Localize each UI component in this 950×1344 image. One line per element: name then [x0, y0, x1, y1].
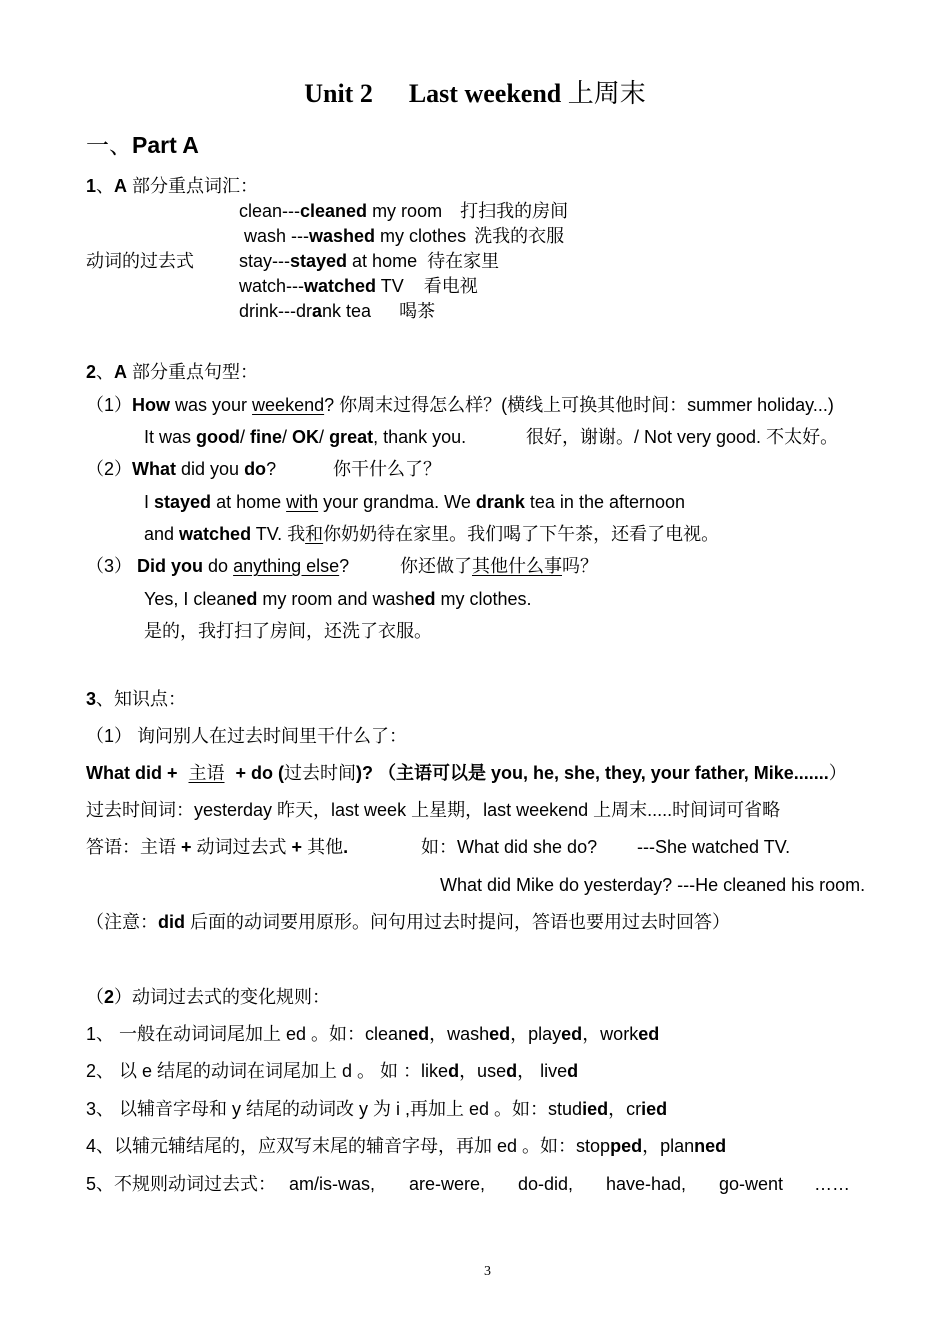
ellipsis: …… — [814, 1174, 850, 1194]
text: stop — [576, 1136, 611, 1156]
bold-word: ed — [638, 1024, 660, 1044]
text: do — [203, 556, 234, 576]
underlined-word: 和 — [305, 524, 324, 544]
part-a-label: Part A — [132, 132, 199, 158]
bold-word: OK — [292, 427, 320, 447]
section-3-text: 、知识点： — [96, 689, 187, 709]
text: 3、 以辅音字母和 y 结尾的动词改 y 为 i ,再加上 ed 。如： — [86, 1099, 549, 1119]
point-num: 2 — [104, 987, 115, 1007]
vocab-obj: at home — [347, 251, 418, 271]
rule-5-lead: 5、不规则动词过去式： — [86, 1174, 277, 1194]
bold-word: ied — [641, 1099, 668, 1119]
question-num: （2） — [86, 459, 133, 479]
question-1 — [86, 393, 834, 417]
bold-word: )? （主语可以是 — [356, 763, 491, 783]
bold-word: + do ( — [230, 763, 284, 783]
text: 询问别人在过去时间里干什么了： — [137, 726, 408, 746]
bold-word: How — [132, 395, 171, 415]
rule-2 — [86, 1059, 578, 1083]
vocab-past: washed — [309, 226, 376, 246]
text: your grandma. We — [318, 492, 476, 512]
page-title — [0, 78, 950, 110]
text: ， live — [517, 1061, 568, 1081]
text: / — [319, 427, 330, 447]
vocab-cn: 待在家里 — [427, 251, 500, 271]
rule-3 — [86, 1097, 667, 1121]
bold-word: ed — [236, 589, 258, 609]
text: It was — [144, 427, 197, 447]
text: 过去时间 — [284, 763, 356, 783]
vocab-2 — [244, 224, 564, 248]
rule-1 — [86, 1022, 659, 1046]
vocab-base: stay--- — [239, 251, 290, 271]
text: stud — [548, 1099, 583, 1119]
vocab-cn: 看电视 — [423, 276, 478, 296]
text: 吗？ — [562, 556, 598, 576]
bold-word: you, he, she, they, your father, Mike....... — [491, 763, 829, 783]
text: / — [282, 427, 293, 447]
text: 1、 一般在动词词尾加上 ed 。如： — [86, 1024, 366, 1044]
text: ，wash — [429, 1024, 490, 1044]
note-line — [86, 910, 730, 934]
section-3-heading — [86, 687, 186, 711]
underlined-word: anything else — [233, 556, 340, 576]
vocab-4 — [239, 274, 478, 298]
text: clean — [365, 1024, 409, 1044]
vocab-base: watch--- — [239, 276, 305, 296]
text: tea in the afternoon — [524, 492, 686, 512]
text: ，cr — [608, 1099, 642, 1119]
vocab-5 — [239, 299, 435, 323]
page-number: 3 — [484, 1264, 491, 1279]
answer-1-cn: 很好，谢谢。/ Not very good. 不太好。 — [526, 427, 839, 447]
question-2 — [86, 457, 276, 481]
bold-word: ned — [694, 1136, 727, 1156]
bold-word: ped — [610, 1136, 643, 1156]
vocab-past: stayed — [290, 251, 348, 271]
irregular-verb: have-had, — [606, 1174, 687, 1194]
text: TV. 我 — [251, 524, 306, 544]
text: 答语：主语 — [86, 837, 182, 857]
vocab-obj: TV — [376, 276, 404, 296]
bold-word: d — [448, 1061, 460, 1081]
text: my clothes. — [435, 589, 532, 609]
vocab-3 — [239, 249, 499, 273]
bold-word: d — [567, 1061, 579, 1081]
time-words-line: 过去时间词：yesterday 昨天，last week 上星期，last weekend 上周末.....时间词可省略 — [86, 800, 781, 820]
vocab-obj: my clothes — [375, 226, 467, 246]
bold-word: What — [132, 459, 177, 479]
answer-2-line-1 — [144, 490, 685, 514]
text: did you — [176, 459, 245, 479]
bold-word: ed — [561, 1024, 583, 1044]
example-1-question: 如：What did she do? — [421, 837, 598, 857]
text: ） — [828, 763, 847, 783]
vocab-1 — [239, 199, 568, 223]
text: （ — [86, 987, 104, 1007]
text: ，use — [459, 1061, 507, 1081]
text: 动词过去式 — [191, 837, 292, 857]
point-num: （1） — [86, 726, 133, 746]
section-1-letter: A — [114, 176, 128, 196]
text: 你还做了 — [400, 556, 472, 576]
text: Yes, I clean — [144, 589, 237, 609]
bold-word: d — [506, 1061, 518, 1081]
section-2-num: 2 — [86, 362, 97, 382]
underlined-word: weekend — [252, 395, 325, 415]
bold-word: stayed — [154, 492, 212, 512]
text: was your — [170, 395, 253, 415]
point-1-heading — [86, 724, 407, 748]
text: 其他 — [302, 837, 344, 857]
irregular-verb: am/is-was, — [289, 1174, 376, 1194]
bold-word: Did you — [137, 556, 204, 576]
vocab-cn: 打扫我的房间 — [460, 201, 569, 221]
title-cn: 上周末 — [567, 79, 646, 108]
part-a-heading — [86, 131, 199, 159]
question-3 — [86, 554, 349, 578]
text: and — [144, 524, 180, 544]
bold-word: watched — [179, 524, 252, 544]
formula-line — [86, 761, 847, 785]
irregular-verb: go-went — [719, 1174, 784, 1194]
bold-word: ed — [489, 1024, 511, 1044]
question-num: （1） — [86, 395, 133, 415]
text: ）动词过去式的变化规则： — [114, 987, 331, 1007]
bold-word: fine — [250, 427, 283, 447]
vocab-cn: 喝茶 — [399, 301, 436, 321]
section-1-text: 部分重点词汇： — [132, 176, 259, 196]
underlined-word: 其他什么事 — [472, 556, 562, 576]
text: ? — [266, 459, 277, 479]
bold-word: ed — [414, 589, 436, 609]
question-num: （3） — [86, 556, 133, 576]
irregular-verb: are-were, — [409, 1174, 486, 1194]
example-1-answer: ---She watched TV. — [637, 837, 791, 857]
text: ，plan — [642, 1136, 695, 1156]
text: ? — [339, 556, 350, 576]
bold-word: did — [158, 912, 185, 932]
text: at home — [211, 492, 287, 512]
section-2-heading: 2、A 部分重点句型： — [86, 362, 259, 382]
section-1-heading: 1、A 部分重点词汇： — [86, 176, 259, 196]
answer-1 — [144, 425, 466, 449]
text: my room and wash — [257, 589, 415, 609]
bold-word: great — [329, 427, 374, 447]
vocab-side-label: 动词的过去式 — [86, 251, 194, 271]
text: I — [144, 492, 155, 512]
vocab-obj: my room — [367, 201, 443, 221]
vocab-past: cleaned — [300, 201, 368, 221]
bold-word: do — [244, 459, 267, 479]
bold-word: ied — [582, 1099, 609, 1119]
bold-word: ed — [408, 1024, 430, 1044]
bold-word: good — [196, 427, 240, 447]
question-3-cn — [400, 554, 598, 578]
vocab-obj: nk tea — [322, 301, 372, 321]
bold-word: + — [291, 837, 303, 857]
section-2-letter: A — [114, 362, 128, 382]
question-2-cn: 你干什么了？ — [333, 459, 441, 479]
part-a-prefix: 一、 — [86, 132, 132, 158]
vocab-cn: 洗我的衣服 — [474, 226, 565, 246]
text: 4、以辅元辅结尾的，应双写末尾的辅音字母，再加 ed 。如： — [86, 1136, 577, 1156]
text: 2、 以 e 结尾的动词在词尾加上 d 。 如 ： — [86, 1061, 422, 1081]
bold-word: drank — [475, 492, 525, 512]
answer-3-line-1 — [144, 587, 532, 611]
underlined-word: 主语 — [188, 763, 225, 783]
section-1-num: 1 — [86, 176, 97, 196]
text: ? 你周末过得怎么样？(横线上可换其他时间：summer holiday...) — [324, 395, 834, 415]
text: ，play — [510, 1024, 562, 1044]
rule-4 — [86, 1134, 726, 1158]
text: like — [421, 1061, 449, 1081]
bold-word: + — [181, 837, 192, 857]
answer-2-line-2 — [144, 522, 719, 546]
text: / — [240, 427, 251, 447]
bold-word: What did + — [86, 763, 183, 783]
text: ，work — [582, 1024, 639, 1044]
point-2-heading — [86, 985, 330, 1009]
section-2-text: 部分重点句型： — [132, 362, 259, 382]
text: 你奶奶待在家里。我们喝了下午茶，还看了电视。 — [323, 524, 720, 544]
text: 后面的动词要用原形。问句用过去时提问，答语也要用过去时回答） — [185, 912, 730, 932]
title-unit: Unit 2 — [304, 79, 373, 108]
vocab-past: watched — [304, 276, 377, 296]
title-name: Last weekend — [408, 79, 562, 108]
vocab-base: drink---dr — [239, 301, 313, 321]
vocab-base: wash --- — [244, 226, 310, 246]
example-2: What did Mike do yesterday? ---He cleaned his room. — [440, 875, 866, 895]
vocab-bold-letter: a — [312, 301, 323, 321]
section-3-num: 3 — [86, 689, 97, 709]
bold-word: . — [343, 837, 349, 857]
vocab-base: clean--- — [239, 201, 301, 221]
underlined-word: with — [286, 492, 319, 512]
answer-formula-line — [86, 835, 348, 859]
answer-3-line-2: 是的，我打扫了房间，还洗了衣服。 — [144, 621, 432, 641]
irregular-verb: do-did, — [518, 1174, 574, 1194]
text: （注意： — [86, 912, 158, 932]
text: , thank you. — [373, 427, 467, 447]
